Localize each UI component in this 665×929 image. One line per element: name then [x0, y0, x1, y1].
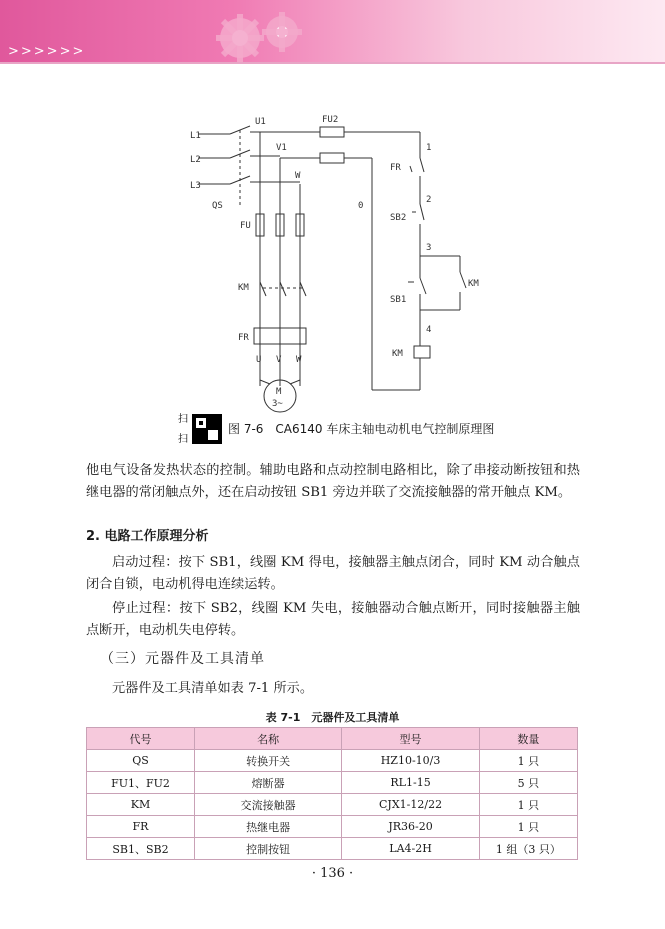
qr-code-icon — [178, 410, 224, 446]
label-node-4: 4 — [426, 325, 432, 335]
label-node-1: 1 — [426, 143, 432, 153]
label-motor-phase: 3~ — [272, 399, 283, 409]
page-number: · 136 · — [311, 866, 354, 881]
header-model: 型号 — [342, 728, 479, 750]
label-l2: L2 — [190, 155, 201, 165]
cell-name: 转换开关 — [195, 750, 342, 772]
cell-model: HZ10-10/3 — [342, 750, 479, 772]
label-qs: QS — [212, 201, 223, 211]
table-row — [87, 816, 578, 838]
header-name: 名称 — [195, 728, 342, 750]
heading2-text: 2. 电路工作原理分析 — [86, 529, 209, 544]
label-km-left: KM — [238, 283, 249, 293]
cell-model: RL1-15 — [342, 772, 479, 794]
label-fr-left: FR — [238, 333, 249, 343]
cell-qty: 1 只 — [479, 816, 577, 838]
paragraph-start — [86, 552, 580, 596]
label-fr-right: FR — [390, 163, 401, 173]
table-title: 表 7-1 元器件及工具清单 — [265, 711, 400, 724]
label-l1: L1 — [190, 131, 201, 141]
scan-label-top: 扫 — [178, 414, 188, 425]
label-sb1: SB1 — [390, 295, 407, 305]
label-node-3: 3 — [426, 243, 432, 253]
header-divider — [0, 62, 665, 64]
para-stop-text: 停止过程：按下 SB2，线圈 KM 失电，接触器动合触点断开，同时接触器主触点断开，电动机失电停转。 — [86, 601, 580, 638]
gear-decoration-icon — [200, 6, 330, 66]
para1-text: 他电气设备发热状态的控制。辅助电路和点动控制电路相比，除了串接动断按钮和热继电器的常闭触点外，还在启动按钮 SB1 旁边并联了交流接触器的常开触点 KM。 — [86, 463, 580, 500]
cell-qty: 1 组（3 只） — [479, 838, 577, 860]
header-code: 代号 — [87, 728, 195, 750]
label-km-coil: KM — [392, 349, 403, 359]
table-row — [87, 772, 578, 794]
label-fu2: FU2 — [322, 115, 339, 125]
heading-section2 — [86, 526, 580, 548]
label-u: U — [256, 355, 262, 365]
cell-model: CJX1-12/22 — [342, 794, 479, 816]
label-v1: V1 — [276, 143, 287, 153]
table-header-row — [87, 728, 578, 750]
table-row — [87, 838, 578, 860]
intro-text: 元器件及工具清单如表 7-1 所示。 — [112, 681, 314, 696]
cell-code: SB1、SB2 — [87, 838, 195, 860]
label-v: V — [276, 355, 282, 365]
table-row — [87, 750, 578, 772]
label-u1: U1 — [255, 117, 266, 127]
header-qty: 数量 — [479, 728, 577, 750]
cell-code: KM — [87, 794, 195, 816]
scan-label-bottom: 扫 — [178, 434, 188, 445]
section3-heading: （三）元器件及工具清单 — [100, 651, 265, 667]
label-sb2: SB2 — [390, 213, 407, 223]
label-motor-m: M — [276, 387, 282, 397]
label-l3: L3 — [190, 181, 201, 191]
chevron-decoration: >>>>>> — [8, 44, 86, 59]
label-node-0: 0 — [358, 201, 364, 211]
circuit-diagram — [150, 96, 510, 416]
figure-caption: 图 7-6 CA6140 车床主轴电动机电气控制原理图 — [228, 422, 495, 436]
parts-table — [86, 727, 578, 860]
label-w1: W — [295, 171, 301, 181]
table-row — [87, 794, 578, 816]
label-km-contact: KM — [468, 279, 479, 289]
cell-name: 控制按钮 — [195, 838, 342, 860]
paragraph-stop — [86, 598, 580, 642]
cell-name: 热继电器 — [195, 816, 342, 838]
cell-code: FR — [87, 816, 195, 838]
paragraph-intro — [86, 460, 580, 504]
cell-qty: 1 只 — [479, 794, 577, 816]
cell-qty: 5 只 — [479, 772, 577, 794]
label-fu: FU — [240, 221, 251, 231]
cell-name: 熔断器 — [195, 772, 342, 794]
label-node-2: 2 — [426, 195, 432, 205]
cell-code: QS — [87, 750, 195, 772]
page-header-band — [0, 0, 665, 62]
para-start-text: 启动过程：按下 SB1，线圈 KM 得电，接触器主触点闭合，同时 KM 动合触点闭合自锁，电动机得电连续运转。 — [86, 555, 580, 592]
cell-code: FU1、FU2 — [87, 772, 195, 794]
cell-name: 交流接触器 — [195, 794, 342, 816]
cell-qty: 1 只 — [479, 750, 577, 772]
label-w: W — [296, 355, 302, 365]
paragraph-table-intro — [86, 678, 580, 700]
cell-model: LA4-2H — [342, 838, 479, 860]
cell-model: JR36-20 — [342, 816, 479, 838]
